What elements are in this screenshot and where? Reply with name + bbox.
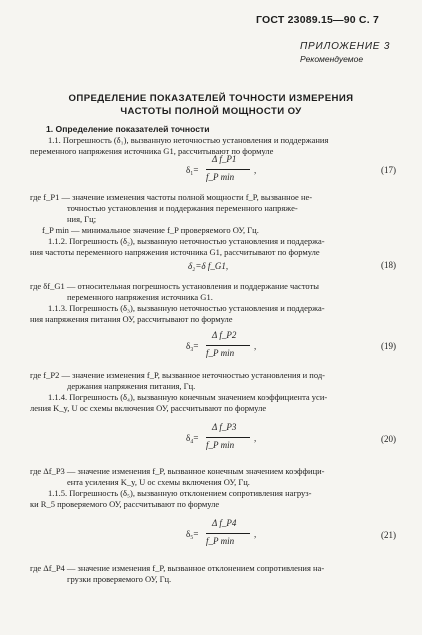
- where-19-line2: держания напряжения питания, Гц.: [67, 381, 196, 391]
- formula-17: [186, 154, 286, 188]
- main-title-line1: ОПРЕДЕЛЕНИЕ ПОКАЗАТЕЛЕЙ ТОЧНОСТИ ИЗМЕРЕНИЯ: [68, 93, 354, 104]
- paragraph-1-1-2-line1: 1.1.2. Погрешность (δ₂), вызванную неточностью установления и поддержа-: [48, 236, 325, 246]
- where-17-line1: где f_P1 — значение изменения частоты полной мощности f_P, вызванное не-: [30, 192, 313, 202]
- formula-19: [186, 330, 286, 364]
- fraction-bar: [206, 533, 250, 534]
- formula-17-denominator: f_P min: [206, 172, 235, 182]
- where-17-line3: ния, Гц;: [67, 214, 97, 224]
- equation-number-20: (20): [381, 434, 396, 444]
- formula-19-denominator: f_P min: [206, 348, 235, 358]
- formula-19-numerator: Δ f_P2: [212, 330, 237, 340]
- formula-17-tail: ,: [254, 165, 257, 175]
- paragraph-1-1-5-line2: ки R_5 проверяемого ОУ, рассчитывают по формуле: [30, 499, 220, 509]
- formula-20-denominator: f_P min: [206, 440, 235, 450]
- fraction-bar: [206, 345, 250, 346]
- paragraph-1-1-1-line1: 1.1. Погрешность (δ₁), вызванную неточностью установления и поддержания: [48, 135, 329, 145]
- where-21-line1: где Δf_P4 — значение изменения f_P, вызванное отклонением сопротивления на-: [30, 563, 325, 573]
- equation-number-19: (19): [381, 341, 396, 351]
- paragraph-1-1-4-line2: ления K_y, U oc схемы включения ОУ, рассчитывают по формуле: [30, 403, 267, 413]
- paragraph-1-1-2-line2: ния частоты переменного напряжения источника G1, рассчитывают по формуле: [30, 247, 320, 257]
- fraction-bar: [206, 437, 250, 438]
- paragraph-1-1-3-line2: ния напряжения питания ОУ, рассчитывают по формуле: [30, 314, 233, 324]
- formula-17-lhs: δ₁=: [186, 165, 199, 175]
- formula-21-numerator: Δ f_P4: [212, 518, 237, 528]
- formula-20-lhs: δ₄=: [186, 433, 199, 443]
- equation-number-18: (18): [381, 260, 396, 270]
- formula-20: [186, 422, 286, 456]
- where-20-line2: ента усиления K_y, U oc схемы включения ОУ, Гц.: [67, 477, 250, 487]
- page-header: ГОСТ 23089.15—90 С. 7: [256, 14, 379, 26]
- where-19-line1: где f_P2 — значение изменения f_P, вызванное неточностью установления и под-: [30, 370, 326, 380]
- equation-number-17: (17): [381, 165, 396, 175]
- appendix-status: Рекомендуемое: [300, 54, 364, 64]
- section-title: 1. Определение показателей точности: [46, 124, 210, 134]
- formula-17-numerator: Δ f_P1: [212, 154, 237, 164]
- where-17-line4: f_P min — минимальное значение f_P проверяемого ОУ, Гц.: [42, 225, 259, 235]
- formula-21-denominator: f_P min: [206, 536, 235, 546]
- where-18-line1: где δf_G1 — относительная погрешность установления и поддержание частоты: [30, 281, 319, 291]
- formula-18: δ₂=δ f_G1,: [188, 261, 229, 271]
- formula-21-tail: ,: [254, 529, 257, 539]
- where-17-line2: точностью установления и поддержания переменного напряже-: [67, 203, 298, 213]
- formula-21: [186, 518, 286, 552]
- where-21-line2: грузки проверяемого ОУ, Гц.: [67, 574, 172, 584]
- paragraph-1-1-5-line1: 1.1.5. Погрешность (δ₅), вызванную отклонением сопротивления нагруз-: [48, 488, 312, 498]
- formula-20-numerator: Δ f_P3: [212, 422, 237, 432]
- equation-number-21: (21): [381, 530, 396, 540]
- formula-20-tail: ,: [254, 433, 257, 443]
- appendix-title: ПРИЛОЖЕНИЕ 3: [300, 41, 391, 52]
- formula-19-lhs: δ₃=: [186, 341, 199, 351]
- where-20-line1: где Δf_P3 — значение изменения f_P, вызванное конечным значением коэффици-: [30, 466, 325, 476]
- formula-19-tail: ,: [254, 341, 257, 351]
- fraction-bar: [206, 169, 250, 170]
- where-18-line2: переменного напряжения источника G1.: [67, 292, 213, 302]
- main-title-line2: ЧАСТОТЫ ПОЛНОЙ МОЩНОСТИ ОУ: [120, 106, 302, 117]
- paragraph-1-1-3-line1: 1.1.3. Погрешность (δ₃), вызванную неточностью установления и поддержа-: [48, 303, 325, 313]
- formula-21-lhs: δ₅=: [186, 529, 199, 539]
- paragraph-1-1-4-line1: 1.1.4. Погрешность (δ₄), вызванную конечным значением коэффициента уси-: [48, 392, 328, 402]
- paragraph-1-1-1-line2: переменного напряжения источника G1, рассчитывают по формуле: [30, 146, 274, 156]
